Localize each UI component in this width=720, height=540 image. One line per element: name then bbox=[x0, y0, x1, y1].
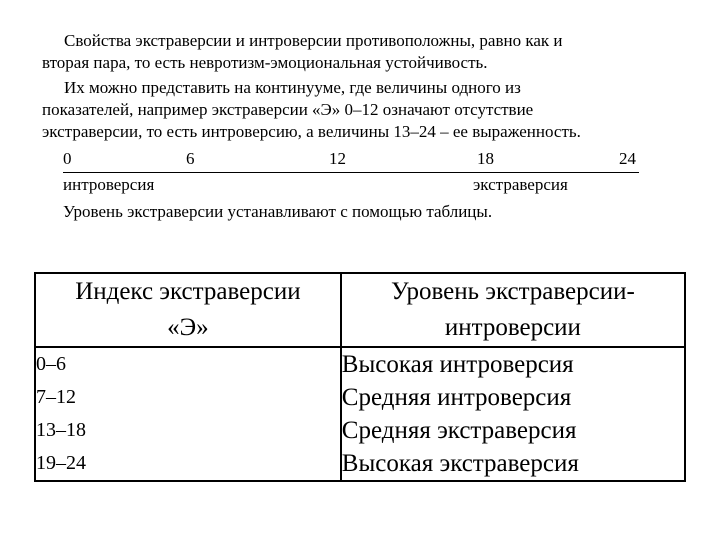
scale-tick-24: 24 bbox=[619, 149, 636, 168]
level-value: Высокая интроверсия bbox=[341, 351, 574, 378]
header-index-line-2: «Э» bbox=[167, 314, 209, 341]
header-level-line-1: Уровень экстраверсии- bbox=[390, 278, 635, 305]
paragraph-2-line-3: экстраверсии, то есть интроверсию, а величины 13–24 – ее выраженность. bbox=[42, 122, 581, 141]
header-level-line-2: интроверсии bbox=[444, 314, 581, 341]
extraversion-level-table bbox=[34, 272, 686, 482]
paragraph-2 bbox=[42, 77, 692, 143]
index-value: 13–18 bbox=[36, 419, 86, 441]
scale-labels bbox=[63, 174, 683, 196]
scale-tick-6: 6 bbox=[186, 149, 195, 168]
scale-tick-0: 0 bbox=[63, 149, 72, 168]
paragraph-2-line-1: Их можно представить на континууме, где величины одного из bbox=[64, 78, 521, 97]
paragraph-2-line-2: показателей, например экстраверсии «Э» 0–12 означают отсутствие bbox=[42, 100, 534, 119]
index-value: 7–12 bbox=[36, 386, 76, 408]
table-header-row bbox=[35, 273, 685, 347]
index-column bbox=[35, 347, 341, 481]
level-value: Высокая экстраверсия bbox=[341, 450, 579, 477]
index-value: 19–24 bbox=[36, 452, 86, 474]
continuum-scale bbox=[63, 148, 639, 173]
scale-label-introversion: интроверсия bbox=[63, 175, 155, 194]
table-body-row bbox=[35, 347, 685, 481]
paragraph-1-line-1: Свойства экстраверсии и интроверсии противоположны, равно как и bbox=[64, 31, 563, 50]
header-level bbox=[341, 273, 685, 347]
level-value: Средняя интроверсия bbox=[341, 384, 572, 411]
table-intro-text: Уровень экстраверсии устанавливают с помощью таблицы. bbox=[63, 202, 493, 221]
level-column bbox=[341, 347, 685, 481]
scale-tick-18: 18 bbox=[477, 149, 494, 168]
scale-label-extraversion: экстраверсия bbox=[473, 175, 568, 194]
paragraph-1-line-2: вторая пара, то есть невротизм-эмоциональная устойчивость. bbox=[42, 53, 488, 72]
paragraph-1 bbox=[42, 30, 692, 74]
index-value: 0–6 bbox=[36, 353, 66, 375]
scale-tick-12: 12 bbox=[329, 149, 346, 168]
header-index-line-1: Индекс экстраверсии bbox=[75, 278, 301, 305]
header-index bbox=[35, 273, 341, 347]
level-value: Средняя экстраверсия bbox=[341, 417, 577, 444]
